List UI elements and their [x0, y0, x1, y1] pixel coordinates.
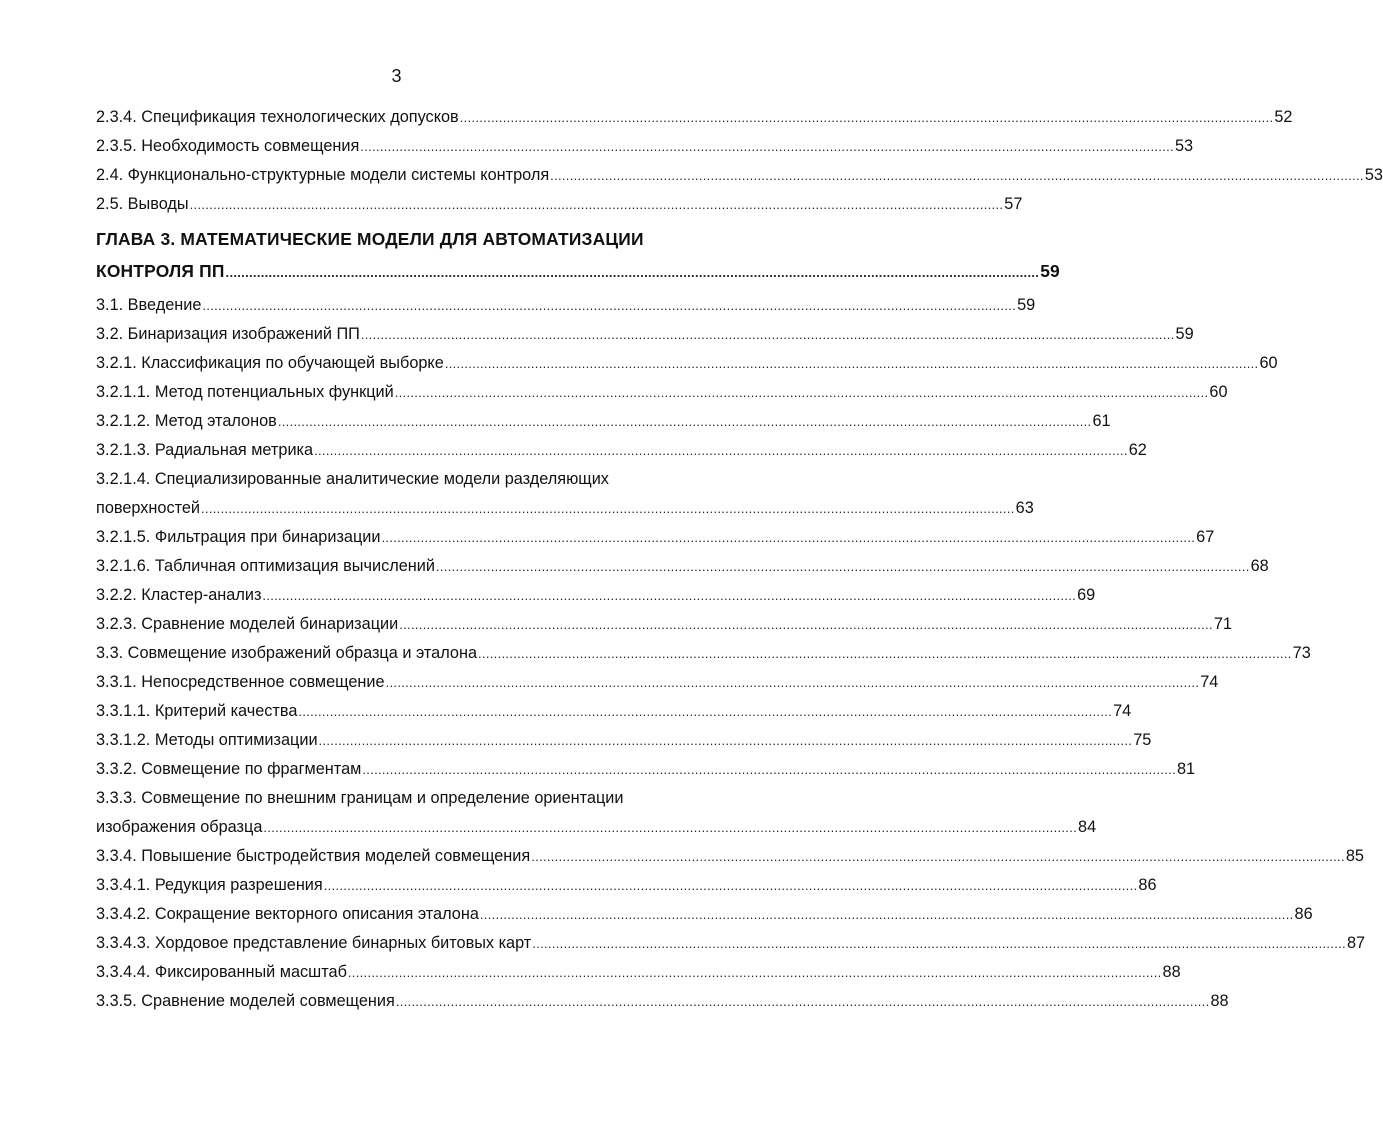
dot-leader: [386, 668, 1200, 697]
toc-entry-page: 60: [1259, 354, 1278, 372]
toc-entry-title: 3.3.2. Совмещение по фрагментам: [96, 760, 362, 778]
toc-entry-page: 71: [1213, 615, 1232, 633]
dot-leader: [399, 610, 1213, 639]
toc-entry-page: 84: [1078, 818, 1097, 836]
page-number: 3: [391, 66, 402, 86]
toc-entry-title: 3.2.1.1. Метод потенциальных функций: [96, 383, 394, 401]
toc-entry-page: 57: [1004, 195, 1023, 213]
dot-leader: [278, 407, 1092, 436]
toc-entry: [96, 900, 1313, 929]
toc-entry: [96, 958, 1181, 987]
toc-entry-title: изображения образца: [96, 818, 263, 836]
toc-entry-title: 3.3.1.1. Критерий качества: [96, 702, 298, 720]
toc-entry-title: 3.2.1.5. Фильтрация при бинаризации: [96, 528, 381, 546]
dot-leader: [361, 320, 1175, 349]
toc-entry: [96, 291, 1036, 320]
toc-entry: [96, 523, 1215, 552]
toc-entry: [96, 161, 1383, 190]
toc-entry-title: 3.3.1.2. Методы оптимизации: [96, 731, 318, 749]
toc-entry-page: 69: [1077, 586, 1096, 604]
toc-entry-page: 53: [1364, 166, 1383, 184]
toc-entry-page: 59: [1017, 296, 1036, 314]
toc-entry: [96, 987, 1229, 1016]
toc-entry: [96, 494, 1034, 523]
dot-leader: [201, 494, 1015, 523]
toc-entry-title: 2.5. Выводы: [96, 195, 189, 213]
chapter-heading-page: 59: [1040, 261, 1060, 281]
toc-entry-page: 85: [1345, 847, 1364, 865]
toc-entry-page: 81: [1176, 760, 1196, 778]
toc-entry-page: 88: [1210, 992, 1229, 1010]
toc-entry-title: поверхностей: [96, 499, 201, 517]
toc-entry-title: 3.2.1.6. Табличная оптимизация вычислений: [96, 557, 435, 575]
toc-entry-page: 60: [1209, 383, 1228, 401]
toc-entry-title: 2.3.5. Необходимость совмещения: [96, 137, 360, 155]
dot-leader: [381, 523, 1195, 552]
dot-leader: [324, 871, 1138, 900]
dot-leader: [314, 436, 1128, 465]
chapter-heading-title: КОНТРОЛЯ ПП: [96, 261, 225, 281]
dot-leader: [362, 755, 1176, 784]
toc-entry-page: 62: [1128, 441, 1147, 459]
toc-entry-page: 88: [1162, 963, 1181, 981]
toc-entry-page: 73: [1292, 644, 1311, 662]
toc-entry: [96, 668, 1219, 697]
toc-entry: [96, 929, 1366, 958]
toc-entry: [96, 436, 1147, 465]
toc-entry: [96, 726, 1152, 755]
toc-entry-page: 61: [1092, 412, 1111, 430]
dot-leader: [395, 378, 1209, 407]
toc-entry-title: 3.2. Бинаризация изображений ПП: [96, 325, 360, 343]
toc-entry: [96, 349, 1278, 378]
toc-entry-title: 3.1. Введение: [96, 296, 202, 314]
dot-leader: [360, 132, 1174, 161]
toc-entry: [96, 813, 1097, 842]
toc-entry-title: 3.2.1. Классификация по обучающей выборке: [96, 354, 444, 372]
toc-entry-title: 2.3.4. Спецификация технологических допусков: [96, 108, 459, 126]
dot-leader: [436, 552, 1250, 581]
chapter-heading-line: ГЛАВА 3. МАТЕМАТИЧЕСКИЕ МОДЕЛИ ДЛЯ АВТОМАТИЗАЦИИ: [96, 229, 644, 249]
toc-entry-title: 3.3.5. Сравнение моделей совмещения: [96, 992, 395, 1010]
toc-entry-title: 3.3.4.4. Фиксированный масштаб: [96, 963, 347, 981]
toc-entry-page: 75: [1133, 731, 1152, 749]
dot-leader: [348, 958, 1162, 987]
chapter-heading-entry: [96, 255, 1060, 287]
dot-leader: [532, 929, 1346, 958]
toc-entry-title: 3.3.4.2. Сокращение векторного описания эталона: [96, 905, 479, 923]
toc-entry: [96, 132, 1194, 161]
toc-entry-page: 59: [1175, 325, 1194, 343]
toc-entry: [96, 639, 1311, 668]
dot-leader: [550, 161, 1364, 190]
dot-leader: [531, 842, 1345, 871]
dot-leader: [298, 697, 1112, 726]
toc-entry-title-line: 3.3.3. Совмещение по внешним границам и определение ориентации: [96, 789, 624, 807]
toc-entry-page: 63: [1015, 499, 1034, 517]
dot-leader: [478, 639, 1292, 668]
toc-entry-title: 3.2.1.3. Радиальная метрика: [96, 441, 314, 459]
toc-entry-title: 3.3. Совмещение изображений образца и эталона: [96, 644, 478, 662]
dot-leader: [445, 349, 1259, 378]
toc-entry: [96, 697, 1132, 726]
toc-entry-page: 67: [1196, 528, 1215, 546]
dot-leader: [460, 103, 1274, 132]
toc-entry: [96, 842, 1364, 871]
toc-entry-title: 3.3.1. Непосредственное совмещение: [96, 673, 385, 691]
dot-leader: [319, 726, 1133, 755]
toc-entry: [96, 755, 1196, 784]
toc-entry-title: 2.4. Функционально-структурные модели системы контроля: [96, 166, 550, 184]
toc-entry-page: 68: [1250, 557, 1269, 575]
dot-leader: [202, 291, 1016, 320]
toc-entry: [96, 103, 1293, 132]
dot-leader: [396, 987, 1210, 1016]
toc-entry-title: 3.2.1.2. Метод эталонов: [96, 412, 277, 430]
toc-entry-title: 3.3.4.1. Редукция разрешения: [96, 876, 323, 894]
dot-leader: [226, 257, 1040, 289]
toc-entry-title: 3.2.3. Сравнение моделей бинаризации: [96, 615, 399, 633]
table-of-contents: [96, 103, 1383, 1016]
toc-entry: [96, 378, 1228, 407]
dot-leader: [263, 813, 1077, 842]
dot-leader: [480, 900, 1294, 929]
toc-entry-title: 3.3.4. Повышение быстродействия моделей совмещения: [96, 847, 531, 865]
toc-entry: [96, 552, 1269, 581]
toc-entry: [96, 581, 1096, 610]
toc-entry: [96, 871, 1157, 900]
toc-entry-title-line: 3.2.1.4. Специализированные аналитические модели разделяющих: [96, 470, 609, 488]
toc-entry-page: 87: [1346, 934, 1366, 952]
toc-entry-title: 3.3.4.3. Хордовое представление бинарных битовых карт: [96, 934, 532, 952]
toc-entry: [96, 190, 1023, 219]
toc-entry: [96, 610, 1232, 639]
dot-leader: [262, 581, 1076, 610]
dot-leader: [190, 190, 1004, 219]
toc-entry-page: 74: [1200, 673, 1219, 691]
toc-entry-title: 3.2.2. Кластер-анализ: [96, 586, 262, 604]
toc-entry-page: 74: [1113, 702, 1132, 720]
toc-entry-page: 86: [1294, 905, 1313, 923]
toc-entry-page: 86: [1138, 876, 1157, 894]
toc-entry-page: 53: [1174, 137, 1194, 155]
toc-entry: [96, 407, 1111, 436]
toc-entry-page: 52: [1274, 108, 1293, 126]
toc-entry: [96, 320, 1194, 349]
